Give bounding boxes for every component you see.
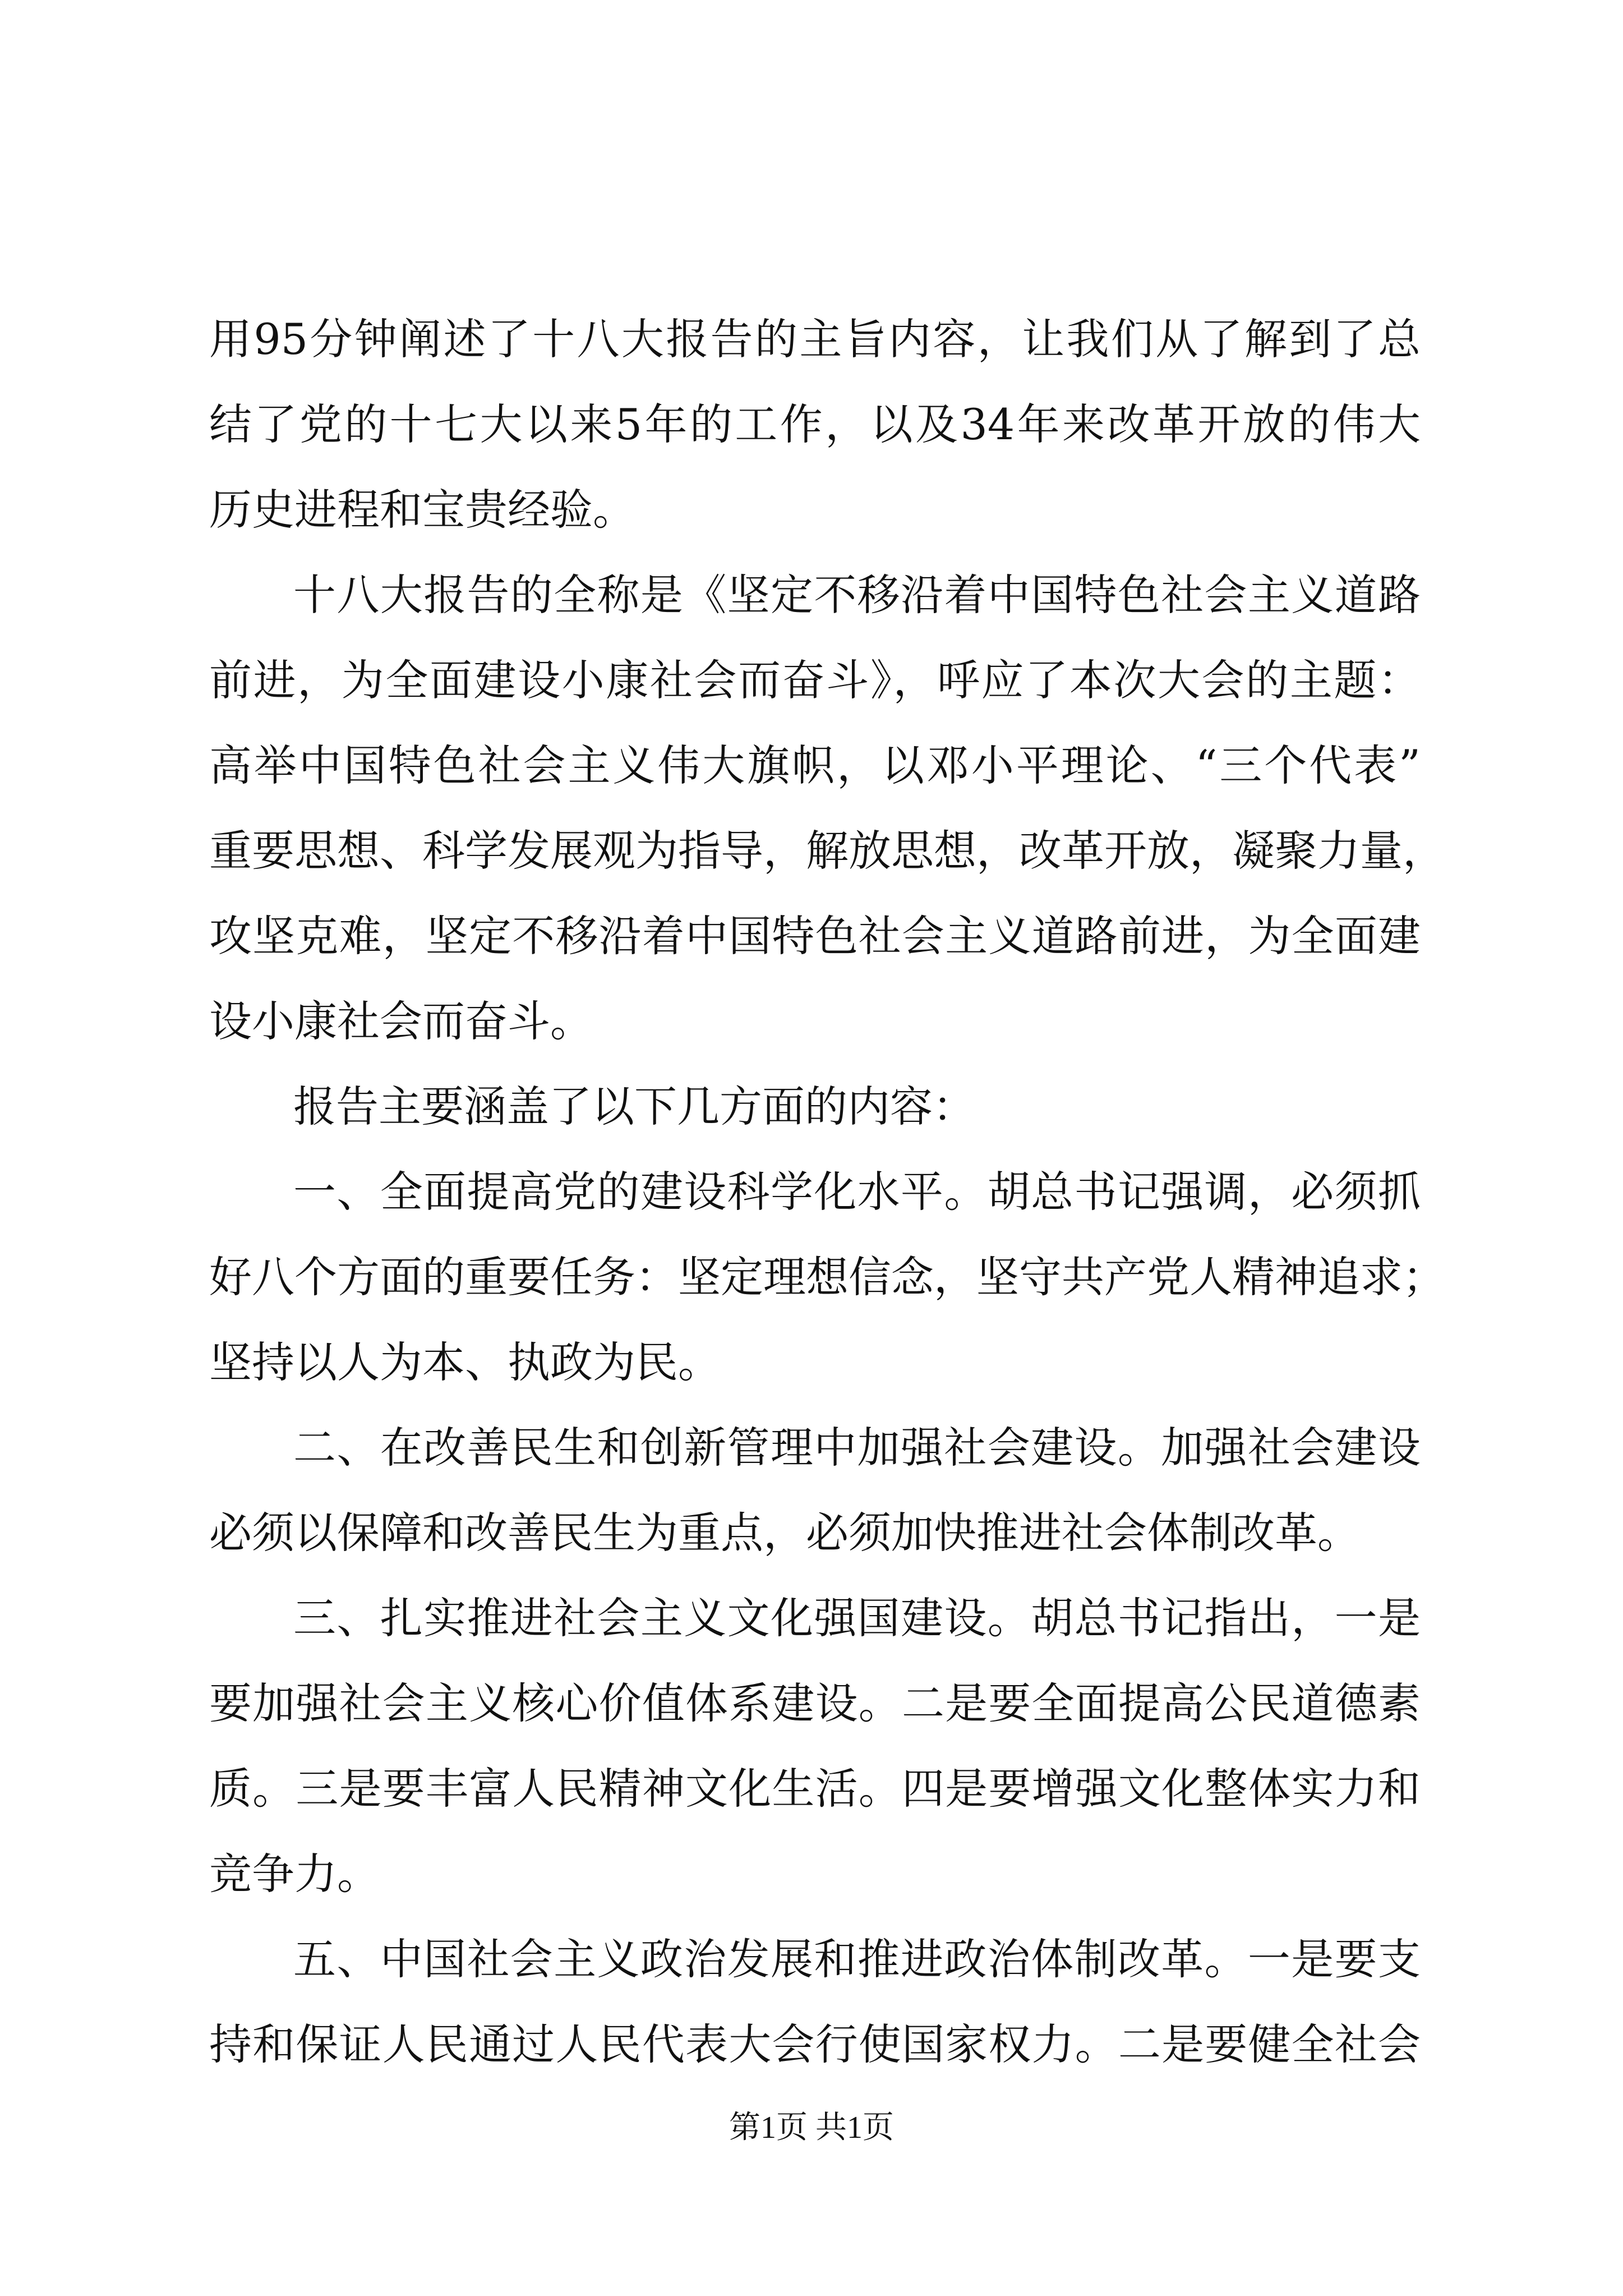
text-line: 重要思想、科学发展观为指导，解放思想，改革开放，凝聚力量， bbox=[209, 826, 1445, 876]
text-line: 历史进程和宝贵经验。 bbox=[209, 485, 635, 535]
text-line: 坚持以人为本、执政为民。 bbox=[209, 1337, 721, 1387]
page-footer: 第1页 共1页 bbox=[729, 2110, 894, 2145]
text-line: 设小康社会而奋斗。 bbox=[209, 996, 593, 1046]
text-line: 必须以保障和改善民生为重点，必须加快推进社会体制改革。 bbox=[209, 1508, 1360, 1558]
text-line: 三、扎实推进社会主义文化强国建设。胡总书记指出，一是 bbox=[293, 1593, 1421, 1643]
text-line: 用95分钟阐述了十八大报告的主旨内容，让我们从了解到了总 bbox=[209, 314, 1421, 364]
text-line: 持和保证人民通过人民代表大会行使国家权力。二是要健全社会 bbox=[209, 2019, 1421, 2069]
text-line: 二、在改善民生和创新管理中加强社会建设。加强社会建设 bbox=[293, 1423, 1421, 1473]
text-line: 五、中国社会主义政治发展和推进政治体制改革。一是要支 bbox=[293, 1934, 1421, 1984]
text-line: 高举中国特色社会主义伟大旗帜，以邓小平理论、“三个代表” bbox=[209, 740, 1421, 790]
text-line: 竞争力。 bbox=[209, 1849, 380, 1899]
text-line: 十八大报告的全称是《坚定不移沿着中国特色社会主义道路 bbox=[293, 570, 1421, 620]
text-line: 质。三是要丰富人民精神文化生活。四是要增强文化整体实力和 bbox=[209, 1764, 1421, 1814]
text-line: 攻坚克难，坚定不移沿着中国特色社会主义道路前进，为全面建 bbox=[209, 911, 1421, 961]
text-line: 报告主要涵盖了以下几方面的内容： bbox=[293, 1082, 975, 1131]
text-line: 一、全面提高党的建设科学化水平。胡总书记强调，必须抓 bbox=[293, 1167, 1421, 1217]
text-line: 要加强社会主义核心价值体系建设。二是要全面提高公民道德素 bbox=[209, 1678, 1421, 1728]
text-line: 结了党的十七大以来5年的工作，以及34年来改革开放的伟大 bbox=[209, 399, 1421, 449]
text-line: 前进，为全面建设小康社会而奋斗》，呼应了本次大会的主题： bbox=[209, 655, 1421, 705]
text-line: 好八个方面的重要任务：坚定理想信念，坚守共产党人精神追求； bbox=[209, 1252, 1445, 1302]
